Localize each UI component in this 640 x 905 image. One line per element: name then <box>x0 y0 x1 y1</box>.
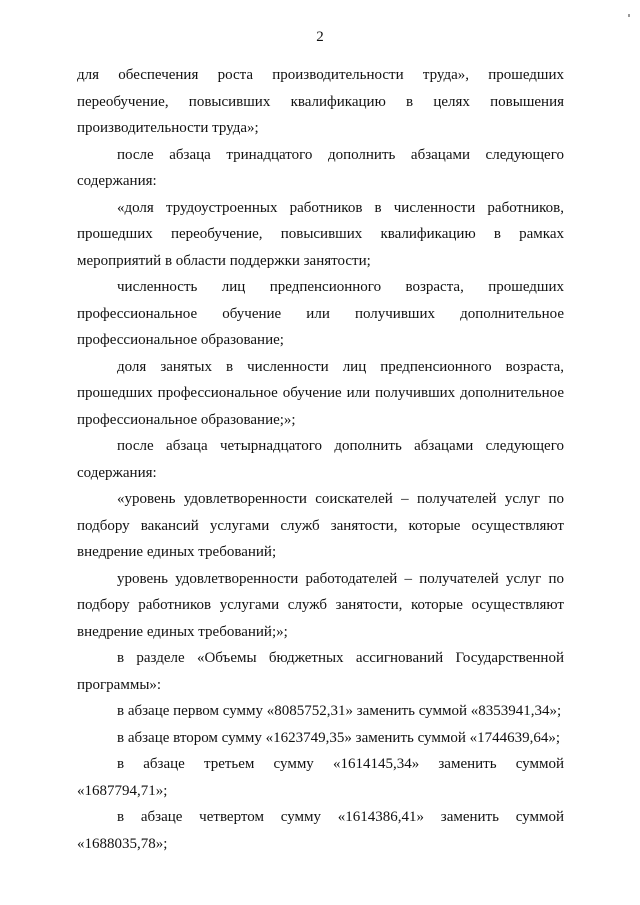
paragraph-8: уровень удовлетворенности работодателей – получателей услуг по подбору работников услугами служб занятости, которые осуществляют внедрение единых требований;»; <box>77 570 564 640</box>
paragraph-6: после абзаца четырнадцатого дополнить абзацами следующего содержания: <box>77 438 564 481</box>
paragraph-4: численность лиц предпенсионного возраста, прошедших профессиональное обучение или получивших дополнительное профессиональное образование; <box>77 279 564 348</box>
paragraph-9: в разделе «Объемы бюджетных ассигнований Государственной программы»: <box>77 650 564 693</box>
paragraph-12: в абзаце третьем сумму «1614145,34» заменить суммой «1687794,71»; <box>77 756 564 799</box>
paragraph-7: «уровень удовлетворенности соискателей – получателей услуг по подбору вакансий услугами служб занятости, которые осуществляют внедрение единых требований; <box>77 491 564 560</box>
document-body <box>77 62 564 857</box>
paragraph-1: для обеспечения роста производительности труда», прошедших переобучение, повысивших квалификацию в целях повышения производительности труда»; <box>77 67 564 136</box>
scan-mark <box>628 14 630 17</box>
paragraph-13: в абзаце четвертом сумму «1614386,41» заменить суммой «1688035,78»; <box>77 809 564 852</box>
paragraph-2: после абзаца тринадцатого дополнить абзацами следующего содержания: <box>77 146 564 189</box>
paragraph-10: в абзаце первом сумму «8085752,31» заменить суммой «8353941,34»; <box>117 703 562 719</box>
page-number: 2 <box>316 29 324 45</box>
paragraph-5: доля занятых в численности лиц предпенсионного возраста, прошедших профессиональное обучение или получивших дополнительное профессиональное образование;»; <box>77 358 564 428</box>
paragraph-11: в абзаце втором сумму «1623749,35» заменить суммой «1744639,64»; <box>117 729 561 746</box>
paragraph-3: «доля трудоустроенных работников в численности работников, прошедших переобучение, повысивших квалификацию в рамках мероприятий в области поддержки занятости; <box>77 199 564 269</box>
